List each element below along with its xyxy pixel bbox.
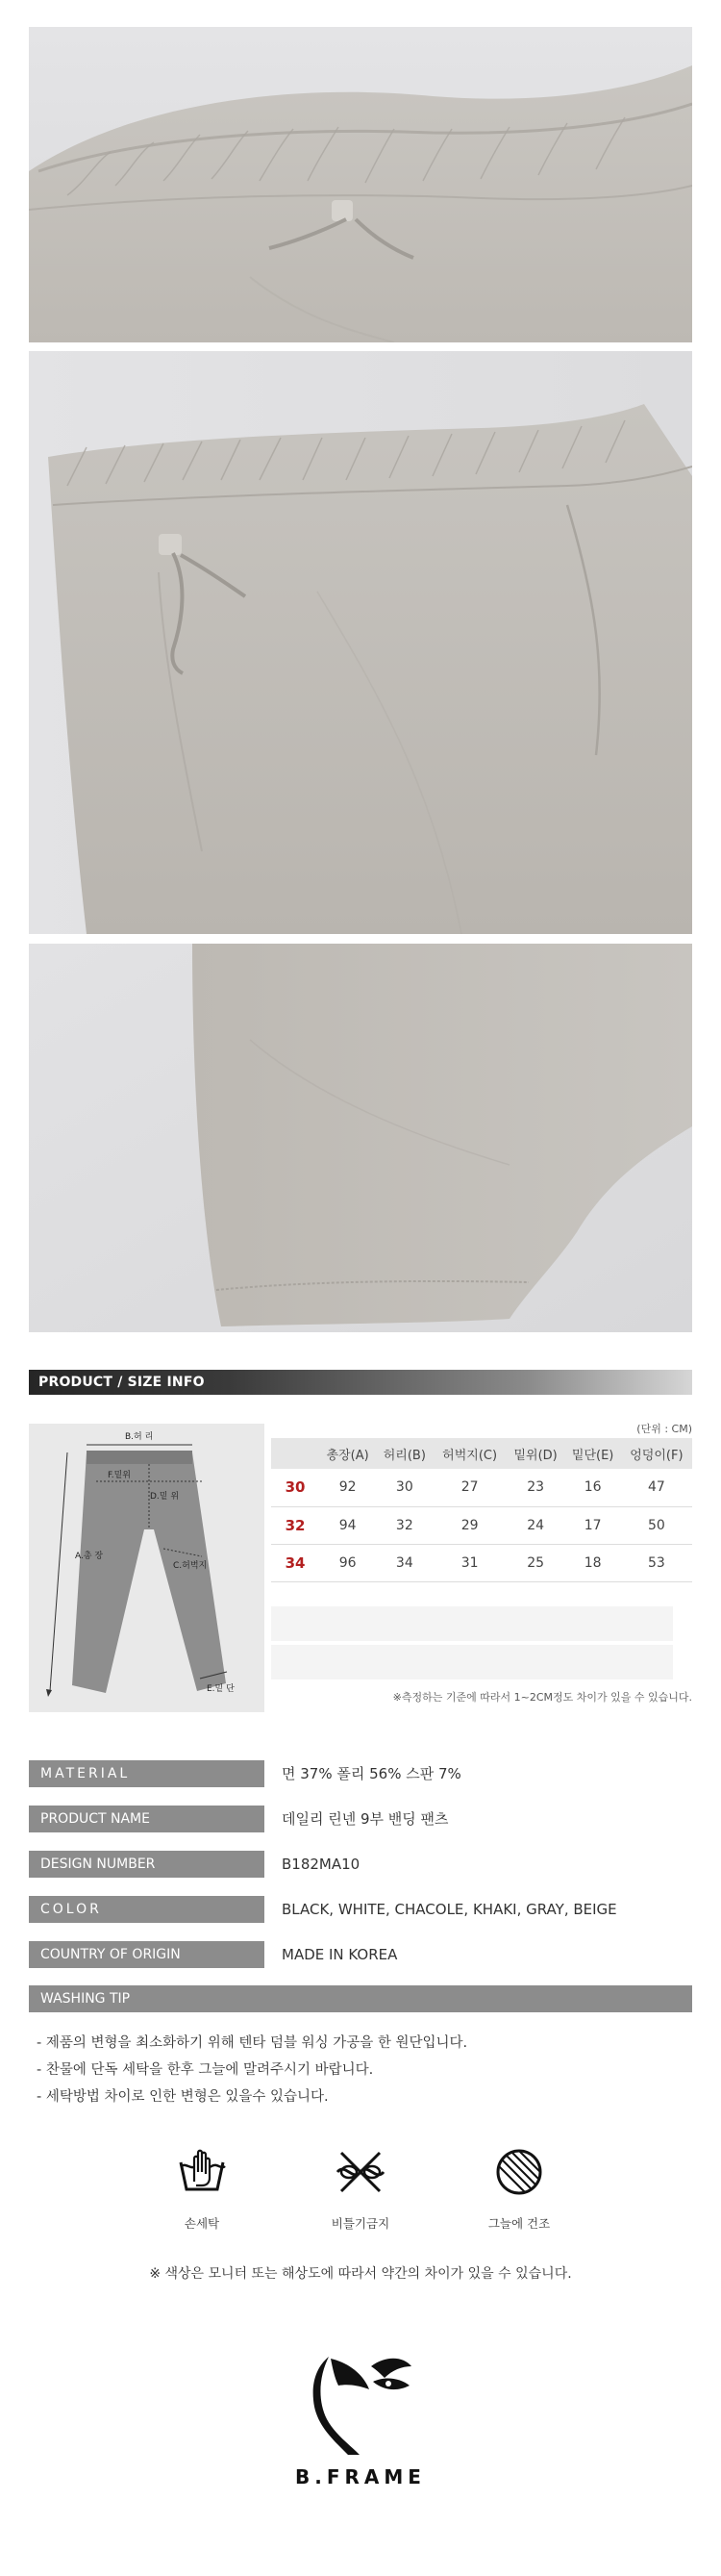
- info-value: B182MA10: [282, 1856, 360, 1873]
- washing-line: - 찬물에 단독 세탁을 한후 그늘에 말려주시기 바랍니다.: [37, 2062, 374, 2078]
- size-label: 30: [271, 1469, 319, 1506]
- diagram-label-length: A.총 장: [75, 1552, 104, 1561]
- section-header-size-info: [29, 1370, 692, 1395]
- info-value: BLACK, WHITE, CHACOLE, KHAKI, GRAY, BEIGE: [282, 1901, 617, 1918]
- care-label: 그늘에 건조: [487, 2216, 551, 2231]
- table-row: [271, 1506, 692, 1544]
- product-photo-front: [29, 351, 692, 934]
- table-cell: 96: [319, 1544, 376, 1581]
- info-row-product-name: [29, 1806, 692, 1832]
- washing-line: - 제품의 변형을 최소화하기 위해 텐타 덤블 워싱 가공을 한 원단입니다.: [37, 2035, 468, 2051]
- table-cell: 16: [564, 1469, 620, 1506]
- measure-note: ※측정하는 기준에 따라서 1~2CM정도 차이가 있을 수 있습니다.: [392, 1691, 692, 1704]
- shade-dry-icon: [490, 2143, 548, 2201]
- header-cell: 허리(B): [376, 1438, 433, 1469]
- care-label: 비틀기금지: [331, 2216, 390, 2231]
- care-item-shade-dry: [461, 2143, 577, 2232]
- info-row-origin: [29, 1941, 692, 1968]
- diagram-label-hem: E.밑 단: [207, 1684, 235, 1694]
- size-label: 32: [271, 1506, 319, 1544]
- product-photo-waistband: [29, 27, 692, 342]
- header-cell: 엉덩이(F): [621, 1438, 692, 1469]
- section-title: PRODUCT / SIZE INFO: [38, 1375, 205, 1390]
- table-cell: 94: [319, 1506, 376, 1544]
- table-cell: 50: [621, 1506, 692, 1544]
- info-value: 면 37% 폴리 56% 스판 7%: [282, 1765, 461, 1782]
- size-label: 34: [271, 1544, 319, 1581]
- header-cell: [271, 1438, 319, 1469]
- unit-note: (단위 : CM): [636, 1423, 692, 1435]
- info-label: COLOR: [29, 1896, 264, 1923]
- table-cell: 17: [564, 1506, 620, 1544]
- info-row-color: [29, 1896, 692, 1923]
- info-value: 데일리 린넨 9부 밴딩 팬츠: [282, 1810, 449, 1828]
- table-cell: 23: [507, 1469, 565, 1506]
- table-cell: 34: [376, 1544, 433, 1581]
- info-value: MADE IN KOREA: [282, 1946, 398, 1963]
- table-cell: 29: [433, 1506, 506, 1544]
- table-cell: 31: [433, 1544, 506, 1581]
- product-photo-hem: [29, 944, 692, 1332]
- care-label: 손세탁: [184, 2216, 220, 2231]
- care-item-no-wring: [303, 2143, 418, 2232]
- table-cell: 32: [376, 1506, 433, 1544]
- diagram-label-hip: F.밑위: [108, 1471, 131, 1480]
- hand-wash-icon: [173, 2143, 231, 2201]
- table-row: [271, 1469, 692, 1506]
- table-cell: 27: [433, 1469, 506, 1506]
- header-cell: 밑단(E): [564, 1438, 620, 1469]
- info-row-material: [29, 1760, 692, 1787]
- info-label: COUNTRY OF ORIGIN: [29, 1941, 264, 1968]
- diagram-label-waist: B.허 리: [125, 1432, 154, 1442]
- header-cell: 허벅지(C): [433, 1438, 506, 1469]
- size-diagram: [29, 1424, 264, 1712]
- brand-name: B.FRAME: [295, 2465, 426, 2488]
- washing-line: - 세탁방법 차이로 인한 변형은 있을수 있습니다.: [37, 2089, 329, 2105]
- size-table-header: [271, 1438, 692, 1469]
- table-cell: 30: [376, 1469, 433, 1506]
- info-label: MATERIAL: [29, 1760, 264, 1787]
- empty-table-row: [271, 1606, 673, 1641]
- table-cell: 47: [621, 1469, 692, 1506]
- header-cell: 총장(A): [319, 1438, 376, 1469]
- table-row: [271, 1544, 692, 1581]
- info-label: DESIGN NUMBER: [29, 1851, 264, 1878]
- diagram-label-rise: D.밑 위: [150, 1492, 180, 1502]
- table-cell: 92: [319, 1469, 376, 1506]
- header-cell: 밑위(D): [507, 1438, 565, 1469]
- empty-table-row: [271, 1645, 673, 1679]
- table-cell: 25: [507, 1544, 565, 1581]
- table-cell: 18: [564, 1544, 620, 1581]
- no-wring-icon: [332, 2143, 389, 2201]
- size-table: [271, 1438, 692, 1582]
- brand-logo: [310, 2347, 415, 2462]
- diagram-label-thigh: C.허벅지: [173, 1561, 208, 1571]
- care-item-hand-wash: [144, 2143, 260, 2232]
- info-label: PRODUCT NAME: [29, 1806, 264, 1832]
- info-row-design-number: [29, 1851, 692, 1878]
- table-cell: 53: [621, 1544, 692, 1581]
- washing-tip-header: WASHING TIP: [29, 1985, 692, 2012]
- table-cell: 24: [507, 1506, 565, 1544]
- color-disclaimer: ※ 색상은 모니터 또는 해상도에 따라서 약간의 차이가 있을 수 있습니다.: [149, 2266, 572, 2282]
